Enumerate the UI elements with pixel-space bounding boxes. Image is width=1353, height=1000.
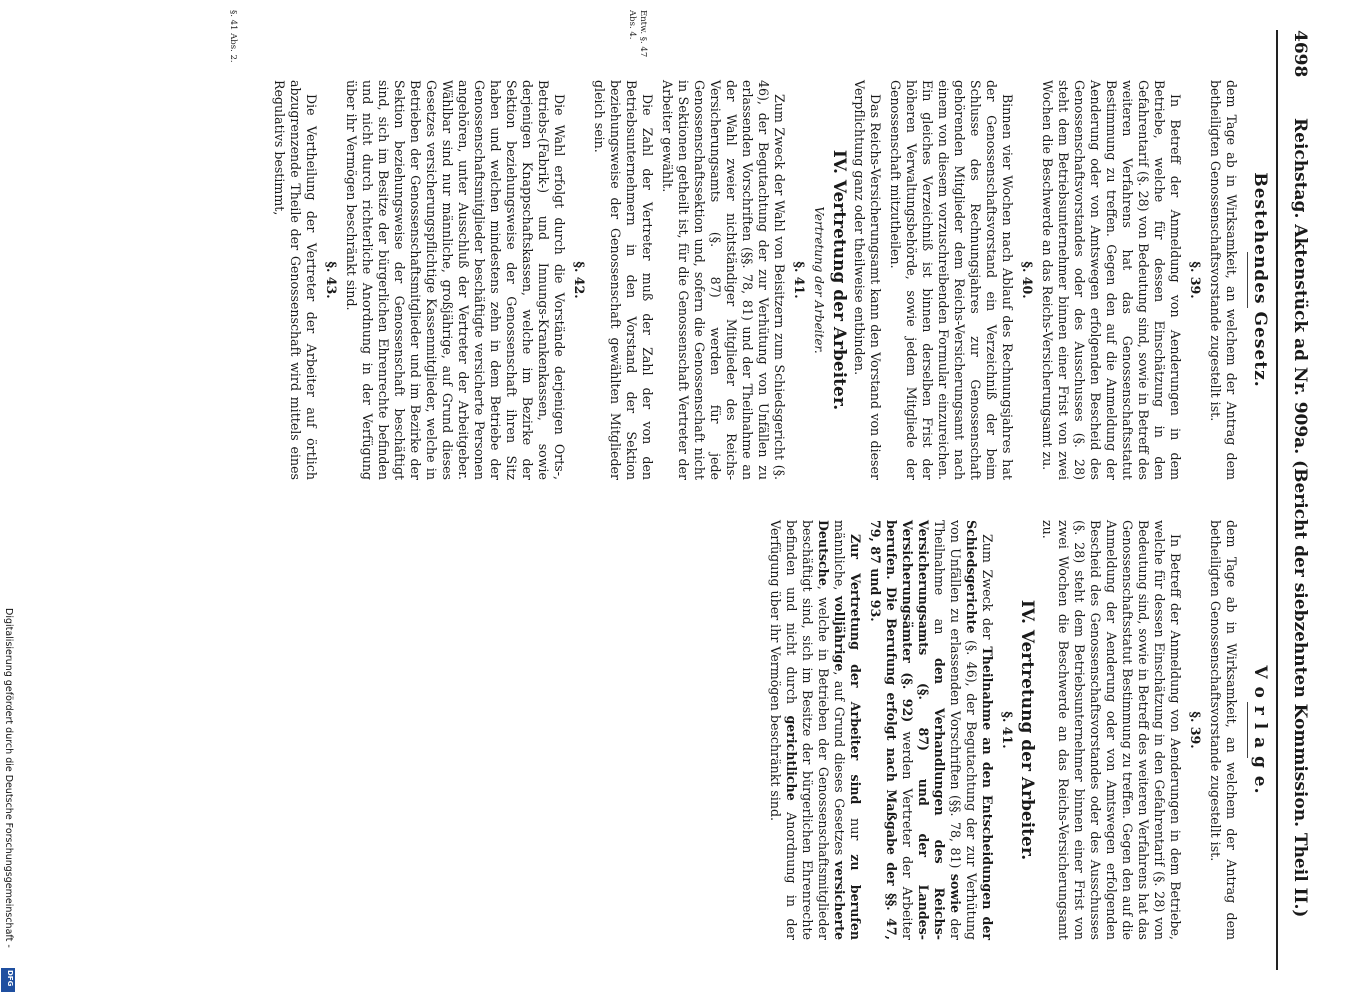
logo-text: DFG — [6, 970, 14, 987]
credit-text: Digitalisierung gefördert durch die Deutsche Forschungsgemeinschaft - — [3, 608, 14, 948]
left-s40-text-2: Das Reichs-Versicherungsamt kann den Vorstand von dieser Verpflichtung ganz oder theilweise entbinden. — [852, 80, 883, 480]
left-s40-text-1: Binnen vier Wochen nach Ablauf des Rechnungsjahres hat der Genossenschaftsvorstand ein Verzeichniß der beim Schlusse des Rechnungsjahres zur Genossenschaft gehörenden Mitglieder dem Reichs-Versicherungsamt nach einem von diesem vorzuschreibenden Formular einzureichen. Ein gleiches Verzeichniß ist binnen derselben Frist der höheren Verwaltungsbehörde, sowie jedem Mitgliede der Genossenschaft mitzutheilen. — [888, 80, 1015, 480]
text-run: (§. 46), der Begutachtung der zur Verhütung von Unfällen zu erlassenden Vorschriften (§§. 78, 81) — [948, 520, 979, 940]
margin-note-entw: Entw. §. 47 Abs. 4. — [627, 10, 648, 58]
right-column-title: V o r l a g e. — [1250, 665, 1270, 795]
text-run: werden Vertreter der Arbeiter — [900, 722, 915, 940]
header-title: Reichstag. Aktenstück ad Nr. 909a. (Bericht der siebzehnten Kommission. Theil II.) — [1290, 118, 1310, 918]
right-intro: dem Tage ab in Wirksamkeit, an welchem der Antrag dem betheiligten Genossenschaftsvorstande zugestellt ist. — [1208, 520, 1239, 940]
emphasis-run: Theilnahme an den Entscheidungen der Schiedsgerichte — [964, 520, 995, 940]
left-s41-text-1: Zum Zweck der Wahl von Beisitzern zum Schiedsgericht (§. 46), der Begutachtung der zur Verhütung von Unfällen zu erlassenden Vorschriften (§§. 78, 81) und der Theilnahme an der Wahl zweier nichtständiger Mitglieder des Reichs-Versicherungsamts (§. 87) werden für jede Genossenschaftssektion und, sofern die Genossenschaft nicht in Sektionen getheilt ist, für die Genossenschaft Vertreter der Arbeiter gewählt. — [660, 80, 787, 480]
left-s39-text: In Betreff der Anmeldung von Aenderungen in dem Betriebe, welche für dessen Einschätzung in den Gefahrentarif (§. 28) von Bedeutung sind, sowie in Betreff des weiteren Verfahrens hat das Genossenschaftsstatut Bestimmung zu treffen. Gegen den auf die Anmeldung der Aenderung oder von Amtswegen erfolgenden Bescheid des Genossenschaftsvorstandes oder des Ausschusses (§. 28) steht dem Betriebsunternehmer binnen einer Frist von zwei Wochen die Beschwerde an das Reichs-Versicherungsamt zu. — [1040, 80, 1183, 480]
left-s43-heading: §. 43. — [324, 261, 339, 299]
right-s39-heading: §. 39. — [1188, 711, 1203, 749]
text-run: , auf Grund dieses Gesetzes — [832, 671, 847, 861]
emphasis-run: versicherte Deutsche — [816, 520, 847, 940]
right-s41-text-1 — [867, 520, 995, 940]
emphasis-run: berufen. Die Berufung erfolgt nach Maßgabe der §§. 47, 79, 87 und 93. — [868, 520, 899, 940]
right-s41-text-2 — [767, 520, 863, 940]
page-number: 4698 — [1290, 30, 1310, 78]
text-run: männliche, — [832, 520, 847, 596]
left-column-title: Bestehendes Gesetz. — [1250, 172, 1270, 388]
emphasis-run: zu berufen — [848, 854, 863, 940]
left-column-existing-law — [18, 80, 1268, 480]
right-part-title: IV. Vertretung der Arbeiter. — [1017, 599, 1037, 861]
page-header — [1276, 30, 1318, 970]
left-intro: dem Tage ab in Wirksamkeit, an welchem der Antrag dem betheiligten Genossenschaftsvorstande zugestellt ist. — [1208, 80, 1239, 480]
text-run: , welche in Betrieben der Genossenschaftsmitglieder beschäftigt sind, sich im Besitze der bürgerlichen Ehrenrechte befinden und nicht durch — [784, 520, 831, 940]
text-run: Anordnung in der Verfügung über ihr Vermögen beschränkt sind. — [768, 520, 799, 941]
left-s42-heading: §. 42. — [572, 261, 587, 299]
left-part-subtitle: Vertretung der Arbeiter. — [812, 206, 826, 354]
emphasis-run: gerichtliche — [784, 715, 799, 801]
emphasis-run: volljährige — [832, 595, 847, 672]
left-s41-text-2: Die Zahl der Vertreter muß der Zahl der von den Betriebsunternehmern in den Vorstand der Sektion beziehungsweise der Genossenschaft gewählten Mitglieder gleich sein. — [592, 80, 655, 480]
left-s40-heading: §. 40. — [1020, 261, 1035, 299]
margin-note-s41: §. 41 Abs. 2. — [228, 10, 238, 63]
title-rule — [1247, 702, 1248, 758]
left-s43-text: Die Vertheilung der Vertreter der Arbeiter auf örtlich abzugrenzende Theile der Genossenschaft wird mittels eines Regulativs bestimmt, — [272, 80, 319, 480]
left-s41-heading: §. 41. — [792, 261, 807, 299]
text-run: nur — [848, 804, 863, 855]
dfg-logo — [1, 968, 15, 992]
emphasis-run: sowie — [948, 873, 963, 913]
left-s39-heading: §. 39. — [1188, 261, 1203, 299]
text-run: Zum Zweck der — [980, 534, 995, 647]
left-part-title: IV. Vertretung der Arbeiter. — [829, 149, 849, 411]
left-s42-text: Die Wahl erfolgt durch die Vorstände derjenigen Orts-, Betriebs-(Fabrik-) und Innungs-Krankenkassen, sowie derjenigen Knappschaftskassen, welche im Bezirke der Sektion beziehungsweise der Genossenschaft ihren Sitz haben und welchen mindestens zehn in dem Betriebe der Genossenschaftsmitglieder beschäftigte versicherte Personen angehören, unter Ausschluß der Vertreter der Arbeitgeber. Wählbar sind nur männliche, großjährige, auf Grund dieses Gesetzes versicherungspflichtige Kassenmitglieder, welche in Betrieben der Genossenschaftsmitglieder und im Bezirke der Sektion beziehungsweise der Genossenschaft beschäftigt sind, sich im Besitze der bürgerlichen Ehrenrechte befinden und nicht durch richterliche Anordnung in der Verfügung über ihr Vermögen beschränkt sind. — [344, 80, 567, 480]
right-s39-text: In Betreff der Anmeldung von Aenderungen in dem Betriebe, welche für dessen Einschätzung in den Gefahrentarif (§. 28) von Bedeutung sind, sowie in Betreff des weiteren Verfahrens hat das Genossenschaftsstatut Bestimmung zu treffen. Gegen den auf die Anmeldung der Aenderung oder von Amtswegen erfolgenden Bescheid des Genossenschaftsvorstandes oder des Ausschusses (§. 28) steht dem Betriebsunternehmer binnen einer Frist von zwei Wochen die Beschwerde an das Reichs-Versicherungsamt zu. — [1040, 520, 1183, 940]
emphasis-run: Zur Vertretung der Arbeiter sind — [848, 534, 863, 805]
right-column-proposal — [18, 520, 1268, 940]
right-s41-heading: §. 41. — [1000, 711, 1015, 749]
title-rule — [1247, 252, 1248, 308]
emphasis-run: den Verhandlungen des Reichs-Versicherungsamts (§. 87) und der Landes-Versicherungsämter (§. 92) — [900, 520, 947, 940]
digitization-credit — [1, 608, 15, 994]
text-run: der Theilnahme an — [932, 520, 963, 940]
